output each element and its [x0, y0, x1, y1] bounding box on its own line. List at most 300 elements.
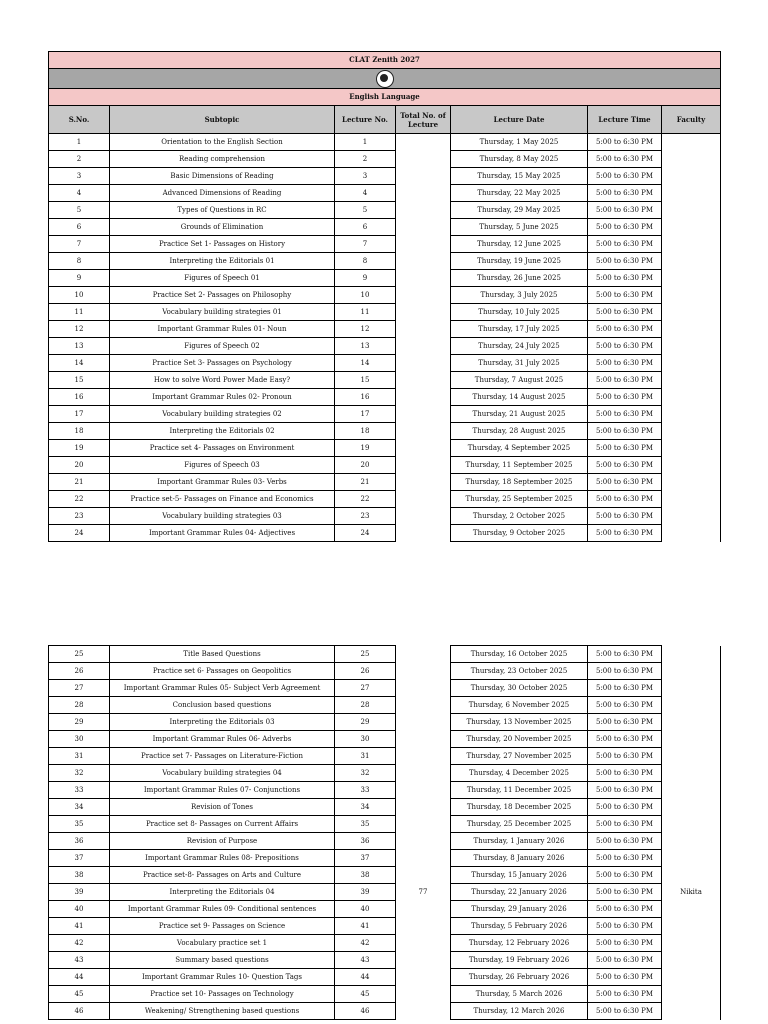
col-header-faculty: Faculty: [662, 106, 721, 134]
cell-lecture-date: Thursday, 20 November 2025: [451, 731, 588, 748]
cell-subtopic: Conclusion based questions: [110, 697, 335, 714]
cell-subtopic: Important Grammar Rules 01- Noun: [110, 321, 335, 338]
cell-sno: 32: [49, 765, 110, 782]
table-row: [49, 338, 721, 355]
cell-sno: 45: [49, 986, 110, 1003]
cell-faculty: [662, 952, 721, 969]
cell-lecture-time: 5:00 to 6:30 PM: [588, 338, 662, 355]
cell-lecture-date: Thursday, 13 November 2025: [451, 714, 588, 731]
cell-lecture-date: Thursday, 17 July 2025: [451, 321, 588, 338]
table-row: [49, 731, 721, 748]
cell-lecture-no: 20: [335, 457, 396, 474]
cell-lecture-date: Thursday, 18 December 2025: [451, 799, 588, 816]
cell-lecture-time: 5:00 to 6:30 PM: [588, 151, 662, 168]
cell-faculty: [662, 748, 721, 765]
cell-total-lectures: [396, 918, 451, 935]
table-row: [49, 185, 721, 202]
cell-subtopic: Practice set 4- Passages on Environment: [110, 440, 335, 457]
cell-total-lectures: [396, 731, 451, 748]
table-row: [49, 867, 721, 884]
col-header-total-lectures: Total No. of Lecture: [396, 106, 451, 134]
cell-total-lectures: [396, 304, 451, 321]
cell-faculty: [662, 1003, 721, 1020]
cell-lecture-time: 5:00 to 6:30 PM: [588, 833, 662, 850]
cell-total-lectures: [396, 935, 451, 952]
cell-faculty: [662, 219, 721, 236]
cell-lecture-no: 39: [335, 884, 396, 901]
cell-lecture-time: 5:00 to 6:30 PM: [588, 270, 662, 287]
cell-lecture-time: 5:00 to 6:30 PM: [588, 680, 662, 697]
cell-faculty: [662, 816, 721, 833]
cell-total-lectures: [396, 287, 451, 304]
cell-total-lectures: [396, 969, 451, 986]
cell-faculty: [662, 491, 721, 508]
cell-lecture-time: 5:00 to 6:30 PM: [588, 731, 662, 748]
cell-faculty: [662, 168, 721, 185]
table-row: [49, 253, 721, 270]
cell-total-lectures: [396, 389, 451, 406]
cell-lecture-no: 26: [335, 663, 396, 680]
cell-lecture-no: 28: [335, 697, 396, 714]
table-row: [49, 508, 721, 525]
cell-faculty: [662, 287, 721, 304]
cell-total-lectures: [396, 850, 451, 867]
cell-sno: 11: [49, 304, 110, 321]
cell-lecture-no: 27: [335, 680, 396, 697]
cell-lecture-no: 11: [335, 304, 396, 321]
col-header-subtopic: Subtopic: [110, 106, 335, 134]
cell-faculty: [662, 765, 721, 782]
cell-sno: 10: [49, 287, 110, 304]
cell-sno: 3: [49, 168, 110, 185]
cell-lecture-no: 40: [335, 901, 396, 918]
cell-lecture-time: 5:00 to 6:30 PM: [588, 969, 662, 986]
cell-lecture-date: Thursday, 31 July 2025: [451, 355, 588, 372]
cell-lecture-time: 5:00 to 6:30 PM: [588, 918, 662, 935]
cell-lecture-time: 5:00 to 6:30 PM: [588, 440, 662, 457]
table-row: [49, 219, 721, 236]
cell-subtopic: Important Grammar Rules 02- Pronoun: [110, 389, 335, 406]
cell-lecture-no: 12: [335, 321, 396, 338]
cell-subtopic: Grounds of Elimination: [110, 219, 335, 236]
cell-lecture-time: 5:00 to 6:30 PM: [588, 748, 662, 765]
cell-lecture-no: 32: [335, 765, 396, 782]
cell-lecture-date: Thursday, 10 July 2025: [451, 304, 588, 321]
cell-lecture-no: 24: [335, 525, 396, 542]
cell-total-lectures: [396, 867, 451, 884]
cell-subtopic: Figures of Speech 02: [110, 338, 335, 355]
cell-faculty: [662, 646, 721, 663]
cell-sno: 12: [49, 321, 110, 338]
cell-sno: 39: [49, 884, 110, 901]
cell-lecture-time: 5:00 to 6:30 PM: [588, 372, 662, 389]
cell-lecture-no: 43: [335, 952, 396, 969]
cell-total-lectures: [396, 491, 451, 508]
cell-lecture-time: 5:00 to 6:30 PM: [588, 508, 662, 525]
cell-lecture-time: 5:00 to 6:30 PM: [588, 491, 662, 508]
cell-lecture-date: Thursday, 8 January 2026: [451, 850, 588, 867]
cell-lecture-no: 37: [335, 850, 396, 867]
cell-subtopic: Practice Set 1- Passages on History: [110, 236, 335, 253]
cell-lecture-date: Thursday, 26 June 2025: [451, 270, 588, 287]
cell-subtopic: Practice set 8- Passages on Current Affairs: [110, 816, 335, 833]
cell-faculty: [662, 525, 721, 542]
cell-lecture-date: Thursday, 4 December 2025: [451, 765, 588, 782]
cell-subtopic: Figures of Speech 03: [110, 457, 335, 474]
cell-sno: 44: [49, 969, 110, 986]
cell-sno: 28: [49, 697, 110, 714]
cell-faculty: [662, 440, 721, 457]
cell-total-lectures: [396, 202, 451, 219]
cell-subtopic: Practice set 9- Passages on Science: [110, 918, 335, 935]
cell-lecture-date: Thursday, 19 June 2025: [451, 253, 588, 270]
cell-sno: 1: [49, 134, 110, 151]
cell-subtopic: Basic Dimensions of Reading: [110, 168, 335, 185]
col-header-sno: S.No.: [49, 106, 110, 134]
table-row: [49, 287, 721, 304]
cell-total-lectures: [396, 406, 451, 423]
cell-lecture-time: 5:00 to 6:30 PM: [588, 901, 662, 918]
cell-sno: 37: [49, 850, 110, 867]
cell-faculty: [662, 202, 721, 219]
table-row: [49, 406, 721, 423]
logo-icon: [376, 70, 394, 88]
cell-lecture-no: 31: [335, 748, 396, 765]
cell-sno: 34: [49, 799, 110, 816]
cell-lecture-time: 5:00 to 6:30 PM: [588, 799, 662, 816]
cell-sno: 23: [49, 508, 110, 525]
cell-sno: 22: [49, 491, 110, 508]
table-row: [49, 816, 721, 833]
cell-lecture-time: 5:00 to 6:30 PM: [588, 304, 662, 321]
cell-subtopic: Practice set 7- Passages on Literature-Fiction: [110, 748, 335, 765]
cell-faculty: [662, 253, 721, 270]
cell-total-lectures: [396, 833, 451, 850]
cell-subtopic: Important Grammar Rules 09- Conditional sentences: [110, 901, 335, 918]
cell-lecture-date: Thursday, 23 October 2025: [451, 663, 588, 680]
cell-total-lectures: [396, 646, 451, 663]
cell-lecture-no: 19: [335, 440, 396, 457]
cell-lecture-date: Thursday, 25 September 2025: [451, 491, 588, 508]
cell-lecture-time: 5:00 to 6:30 PM: [588, 168, 662, 185]
cell-lecture-date: Thursday, 8 May 2025: [451, 151, 588, 168]
cell-lecture-no: 30: [335, 731, 396, 748]
table-row: [49, 782, 721, 799]
table-row: [49, 680, 721, 697]
cell-faculty: [662, 901, 721, 918]
page-title: CLAT Zenith 2027: [49, 52, 721, 69]
cell-faculty: [662, 185, 721, 202]
cell-total-lectures: [396, 986, 451, 1003]
cell-lecture-time: 5:00 to 6:30 PM: [588, 867, 662, 884]
cell-sno: 19: [49, 440, 110, 457]
cell-lecture-no: 22: [335, 491, 396, 508]
cell-faculty: [662, 457, 721, 474]
cell-sno: 13: [49, 338, 110, 355]
cell-subtopic: Practice Set 2- Passages on Philosophy: [110, 287, 335, 304]
cell-lecture-date: Thursday, 25 December 2025: [451, 816, 588, 833]
cell-lecture-date: Thursday, 11 December 2025: [451, 782, 588, 799]
cell-lecture-date: Thursday, 9 October 2025: [451, 525, 588, 542]
cell-total-lectures: [396, 474, 451, 491]
col-header-lecture-time: Lecture Time: [588, 106, 662, 134]
cell-lecture-no: 14: [335, 355, 396, 372]
cell-lecture-no: 25: [335, 646, 396, 663]
cell-lecture-date: Thursday, 12 June 2025: [451, 236, 588, 253]
cell-lecture-time: 5:00 to 6:30 PM: [588, 236, 662, 253]
cell-lecture-no: 15: [335, 372, 396, 389]
cell-lecture-time: 5:00 to 6:30 PM: [588, 816, 662, 833]
cell-subtopic: Practice set-8- Passages on Arts and Culture: [110, 867, 335, 884]
cell-total-lectures: [396, 440, 451, 457]
cell-lecture-date: Thursday, 3 July 2025: [451, 287, 588, 304]
table-row: [49, 457, 721, 474]
cell-faculty: [662, 134, 721, 151]
cell-lecture-date: Thursday, 29 May 2025: [451, 202, 588, 219]
cell-faculty: [662, 474, 721, 491]
cell-total-lectures: [396, 748, 451, 765]
table-row: [49, 236, 721, 253]
cell-sno: 5: [49, 202, 110, 219]
table-row: [49, 474, 721, 491]
cell-lecture-no: 7: [335, 236, 396, 253]
cell-subtopic: Vocabulary practice set 1: [110, 935, 335, 952]
cell-lecture-time: 5:00 to 6:30 PM: [588, 525, 662, 542]
cell-lecture-date: Thursday, 28 August 2025: [451, 423, 588, 440]
cell-lecture-no: 6: [335, 219, 396, 236]
cell-lecture-time: 5:00 to 6:30 PM: [588, 884, 662, 901]
cell-subtopic: Revision of Tones: [110, 799, 335, 816]
cell-faculty: [662, 850, 721, 867]
cell-lecture-no: 36: [335, 833, 396, 850]
cell-lecture-time: 5:00 to 6:30 PM: [588, 935, 662, 952]
cell-lecture-time: 5:00 to 6:30 PM: [588, 355, 662, 372]
cell-total-lectures: [396, 525, 451, 542]
schedule-table-bottom: [48, 645, 721, 1020]
cell-subtopic: Important Grammar Rules 05- Subject Verb Agreement: [110, 680, 335, 697]
table-row: [49, 918, 721, 935]
cell-subtopic: Weakening/ Strengthening based questions: [110, 1003, 335, 1020]
cell-total-lectures: [396, 372, 451, 389]
table-row: [49, 372, 721, 389]
cell-subtopic: Important Grammar Rules 03- Verbs: [110, 474, 335, 491]
cell-subtopic: Vocabulary building strategies 01: [110, 304, 335, 321]
cell-subtopic: Figures of Speech 01: [110, 270, 335, 287]
table-row: [49, 134, 721, 151]
cell-lecture-no: 33: [335, 782, 396, 799]
cell-faculty: [662, 151, 721, 168]
cell-sno: 15: [49, 372, 110, 389]
cell-total-lectures: [396, 355, 451, 372]
cell-lecture-time: 5:00 to 6:30 PM: [588, 850, 662, 867]
cell-lecture-date: Thursday, 19 February 2026: [451, 952, 588, 969]
cell-faculty: [662, 406, 721, 423]
table-row: [49, 491, 721, 508]
cell-subtopic: Important Grammar Rules 10- Question Tags: [110, 969, 335, 986]
subject-title: English Language: [49, 89, 721, 106]
cell-lecture-date: Thursday, 18 September 2025: [451, 474, 588, 491]
cell-subtopic: Vocabulary building strategies 04: [110, 765, 335, 782]
cell-faculty: [662, 697, 721, 714]
cell-subtopic: How to solve Word Power Made Easy?: [110, 372, 335, 389]
cell-lecture-time: 5:00 to 6:30 PM: [588, 697, 662, 714]
cell-lecture-no: 35: [335, 816, 396, 833]
cell-subtopic: Interpreting the Editorials 03: [110, 714, 335, 731]
table-row: [49, 202, 721, 219]
cell-subtopic: Types of Questions in RC: [110, 202, 335, 219]
cell-subtopic: Vocabulary building strategies 02: [110, 406, 335, 423]
cell-subtopic: Important Grammar Rules 08- Prepositions: [110, 850, 335, 867]
cell-lecture-no: 46: [335, 1003, 396, 1020]
cell-sno: 4: [49, 185, 110, 202]
table-row: [49, 986, 721, 1003]
cell-lecture-date: Thursday, 15 January 2026: [451, 867, 588, 884]
cell-lecture-no: 21: [335, 474, 396, 491]
cell-subtopic: Revision of Purpose: [110, 833, 335, 850]
cell-sno: 6: [49, 219, 110, 236]
cell-lecture-date: Thursday, 26 February 2026: [451, 969, 588, 986]
cell-subtopic: Important Grammar Rules 07- Conjunctions: [110, 782, 335, 799]
cell-total-lectures: [396, 270, 451, 287]
cell-total-lectures: [396, 1003, 451, 1020]
cell-sno: 33: [49, 782, 110, 799]
logo-band: [49, 69, 721, 89]
cell-sno: 30: [49, 731, 110, 748]
cell-faculty: [662, 680, 721, 697]
cell-faculty: [662, 304, 721, 321]
cell-lecture-date: Thursday, 29 January 2026: [451, 901, 588, 918]
table-row: [49, 833, 721, 850]
cell-faculty: [662, 935, 721, 952]
cell-lecture-time: 5:00 to 6:30 PM: [588, 1003, 662, 1020]
cell-lecture-date: Thursday, 5 June 2025: [451, 219, 588, 236]
cell-sno: 46: [49, 1003, 110, 1020]
cell-sno: 38: [49, 867, 110, 884]
cell-total-lectures: [396, 782, 451, 799]
cell-lecture-date: Thursday, 15 May 2025: [451, 168, 588, 185]
table-row: [49, 969, 721, 986]
cell-lecture-time: 5:00 to 6:30 PM: [588, 474, 662, 491]
cell-total-lectures: [396, 185, 451, 202]
cell-faculty: [662, 355, 721, 372]
table-row: [49, 525, 721, 542]
cell-lecture-no: 23: [335, 508, 396, 525]
cell-subtopic: Interpreting the Editorials 04: [110, 884, 335, 901]
cell-total-lectures: [396, 663, 451, 680]
cell-lecture-date: Thursday, 11 September 2025: [451, 457, 588, 474]
cell-subtopic: Vocabulary building strategies 03: [110, 508, 335, 525]
cell-lecture-date: Thursday, 24 July 2025: [451, 338, 588, 355]
cell-faculty: [662, 423, 721, 440]
table-row: [49, 304, 721, 321]
cell-sno: 41: [49, 918, 110, 935]
cell-sno: 29: [49, 714, 110, 731]
cell-lecture-time: 5:00 to 6:30 PM: [588, 952, 662, 969]
cell-total-lectures: [396, 168, 451, 185]
table-row: [49, 799, 721, 816]
cell-total-lectures: [396, 697, 451, 714]
cell-subtopic: Orientation to the English Section: [110, 134, 335, 151]
cell-lecture-date: Thursday, 27 November 2025: [451, 748, 588, 765]
cell-lecture-no: 1: [335, 134, 396, 151]
cell-lecture-date: Thursday, 14 August 2025: [451, 389, 588, 406]
cell-lecture-no: 29: [335, 714, 396, 731]
cell-lecture-no: 41: [335, 918, 396, 935]
cell-lecture-no: 18: [335, 423, 396, 440]
cell-faculty: [662, 918, 721, 935]
cell-faculty: [662, 389, 721, 406]
cell-lecture-time: 5:00 to 6:30 PM: [588, 714, 662, 731]
cell-sno: 42: [49, 935, 110, 952]
cell-sno: 18: [49, 423, 110, 440]
cell-lecture-time: 5:00 to 6:30 PM: [588, 134, 662, 151]
cell-lecture-date: Thursday, 4 September 2025: [451, 440, 588, 457]
cell-sno: 36: [49, 833, 110, 850]
cell-lecture-date: Thursday, 2 October 2025: [451, 508, 588, 525]
table-row: [49, 663, 721, 680]
cell-subtopic: Reading comprehension: [110, 151, 335, 168]
cell-lecture-no: 16: [335, 389, 396, 406]
cell-total-lectures: [396, 680, 451, 697]
cell-lecture-no: 4: [335, 185, 396, 202]
cell-lecture-date: Thursday, 6 November 2025: [451, 697, 588, 714]
cell-lecture-time: 5:00 to 6:30 PM: [588, 765, 662, 782]
cell-sno: 16: [49, 389, 110, 406]
cell-lecture-time: 5:00 to 6:30 PM: [588, 287, 662, 304]
cell-total-lectures: [396, 236, 451, 253]
cell-lecture-date: Thursday, 21 August 2025: [451, 406, 588, 423]
cell-lecture-time: 5:00 to 6:30 PM: [588, 457, 662, 474]
cell-lecture-no: 8: [335, 253, 396, 270]
col-header-lecture-no: Lecture No.: [335, 106, 396, 134]
cell-lecture-no: 44: [335, 969, 396, 986]
cell-sno: 24: [49, 525, 110, 542]
table-row: [49, 952, 721, 969]
cell-lecture-date: Thursday, 7 August 2025: [451, 372, 588, 389]
cell-sno: 35: [49, 816, 110, 833]
schedule-table-top: [48, 51, 721, 542]
cell-lecture-time: 5:00 to 6:30 PM: [588, 389, 662, 406]
cell-sno: 25: [49, 646, 110, 663]
cell-sno: 7: [49, 236, 110, 253]
cell-faculty: [662, 663, 721, 680]
cell-sno: 40: [49, 901, 110, 918]
table-row: [49, 1003, 721, 1020]
table-row: [49, 714, 721, 731]
cell-lecture-time: 5:00 to 6:30 PM: [588, 423, 662, 440]
cell-subtopic: Practice set 6- Passages on Geopolitics: [110, 663, 335, 680]
cell-lecture-no: 5: [335, 202, 396, 219]
cell-faculty: [662, 986, 721, 1003]
table-row: [49, 935, 721, 952]
cell-faculty: [662, 833, 721, 850]
cell-faculty: [662, 969, 721, 986]
cell-faculty: [662, 731, 721, 748]
cell-lecture-date: Thursday, 30 October 2025: [451, 680, 588, 697]
table-row: [49, 423, 721, 440]
table-row: [49, 901, 721, 918]
cell-lecture-no: 13: [335, 338, 396, 355]
cell-total-lectures: [396, 134, 451, 151]
cell-lecture-time: 5:00 to 6:30 PM: [588, 253, 662, 270]
table-row: [49, 646, 721, 663]
cell-faculty: [662, 508, 721, 525]
cell-subtopic: Practice Set 3- Passages on Psychology: [110, 355, 335, 372]
cell-sno: 17: [49, 406, 110, 423]
table-row: [49, 168, 721, 185]
cell-faculty: [662, 714, 721, 731]
cell-faculty: [662, 799, 721, 816]
